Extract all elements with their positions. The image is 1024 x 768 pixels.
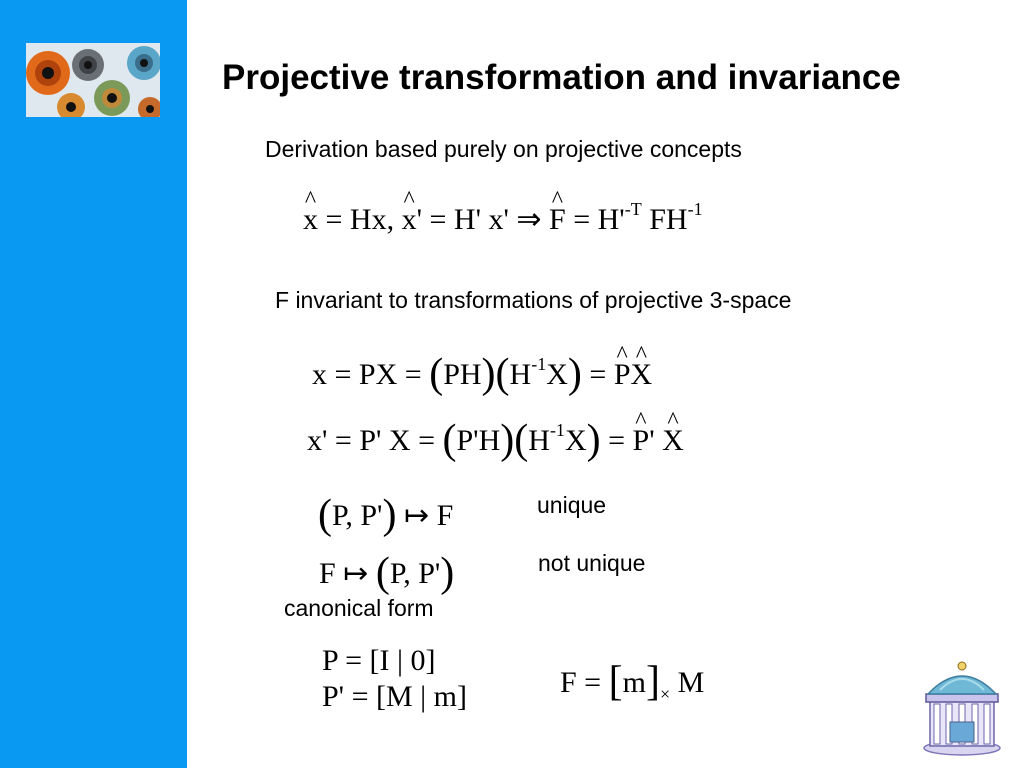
canonical-form-label: canonical form bbox=[284, 595, 434, 621]
equation-canonical-p: P = [I | 0] bbox=[322, 644, 436, 677]
f-hat: ^ F bbox=[549, 203, 566, 237]
old-well-temple-icon bbox=[920, 660, 1004, 756]
equation-x-projection: x = PX = $(PH)(H^{-1}X)$ = ^ P^ X bbox=[312, 347, 652, 395]
equation-homography-f: ^ x = Hx, ^ x' = H' x' ⇒ ^ $F = H'^{-T}$ $FH^{-1}$ bbox=[303, 202, 703, 237]
unique-label: unique bbox=[537, 492, 607, 518]
equation-camera-pair-to-f: (P, P') ↦ F bbox=[318, 492, 454, 538]
equation-f-to-camera-pair: F ↦ (P, P') bbox=[319, 550, 455, 596]
xp-hat: ^ x bbox=[402, 203, 417, 237]
not-unique-label: not unique bbox=[538, 550, 646, 576]
eyes-logo-image bbox=[26, 43, 160, 117]
subtitle-text: Derivation based purely on projective concepts bbox=[265, 136, 742, 162]
equation-f-skew-form: $F = [m]_\times$ M bbox=[560, 659, 705, 705]
x-hat: ^ x bbox=[303, 203, 318, 237]
equation-xp-projection: x' = P' $X = (P'H)(H^{-1}X)$ = ^ P' ^ X bbox=[307, 413, 684, 461]
equation-canonical-pp: P' = [M | m] bbox=[322, 680, 468, 713]
invariance-note: F invariant to transformations of projective 3-space bbox=[275, 287, 792, 313]
slide-title: Projective transformation and invariance bbox=[222, 58, 901, 97]
